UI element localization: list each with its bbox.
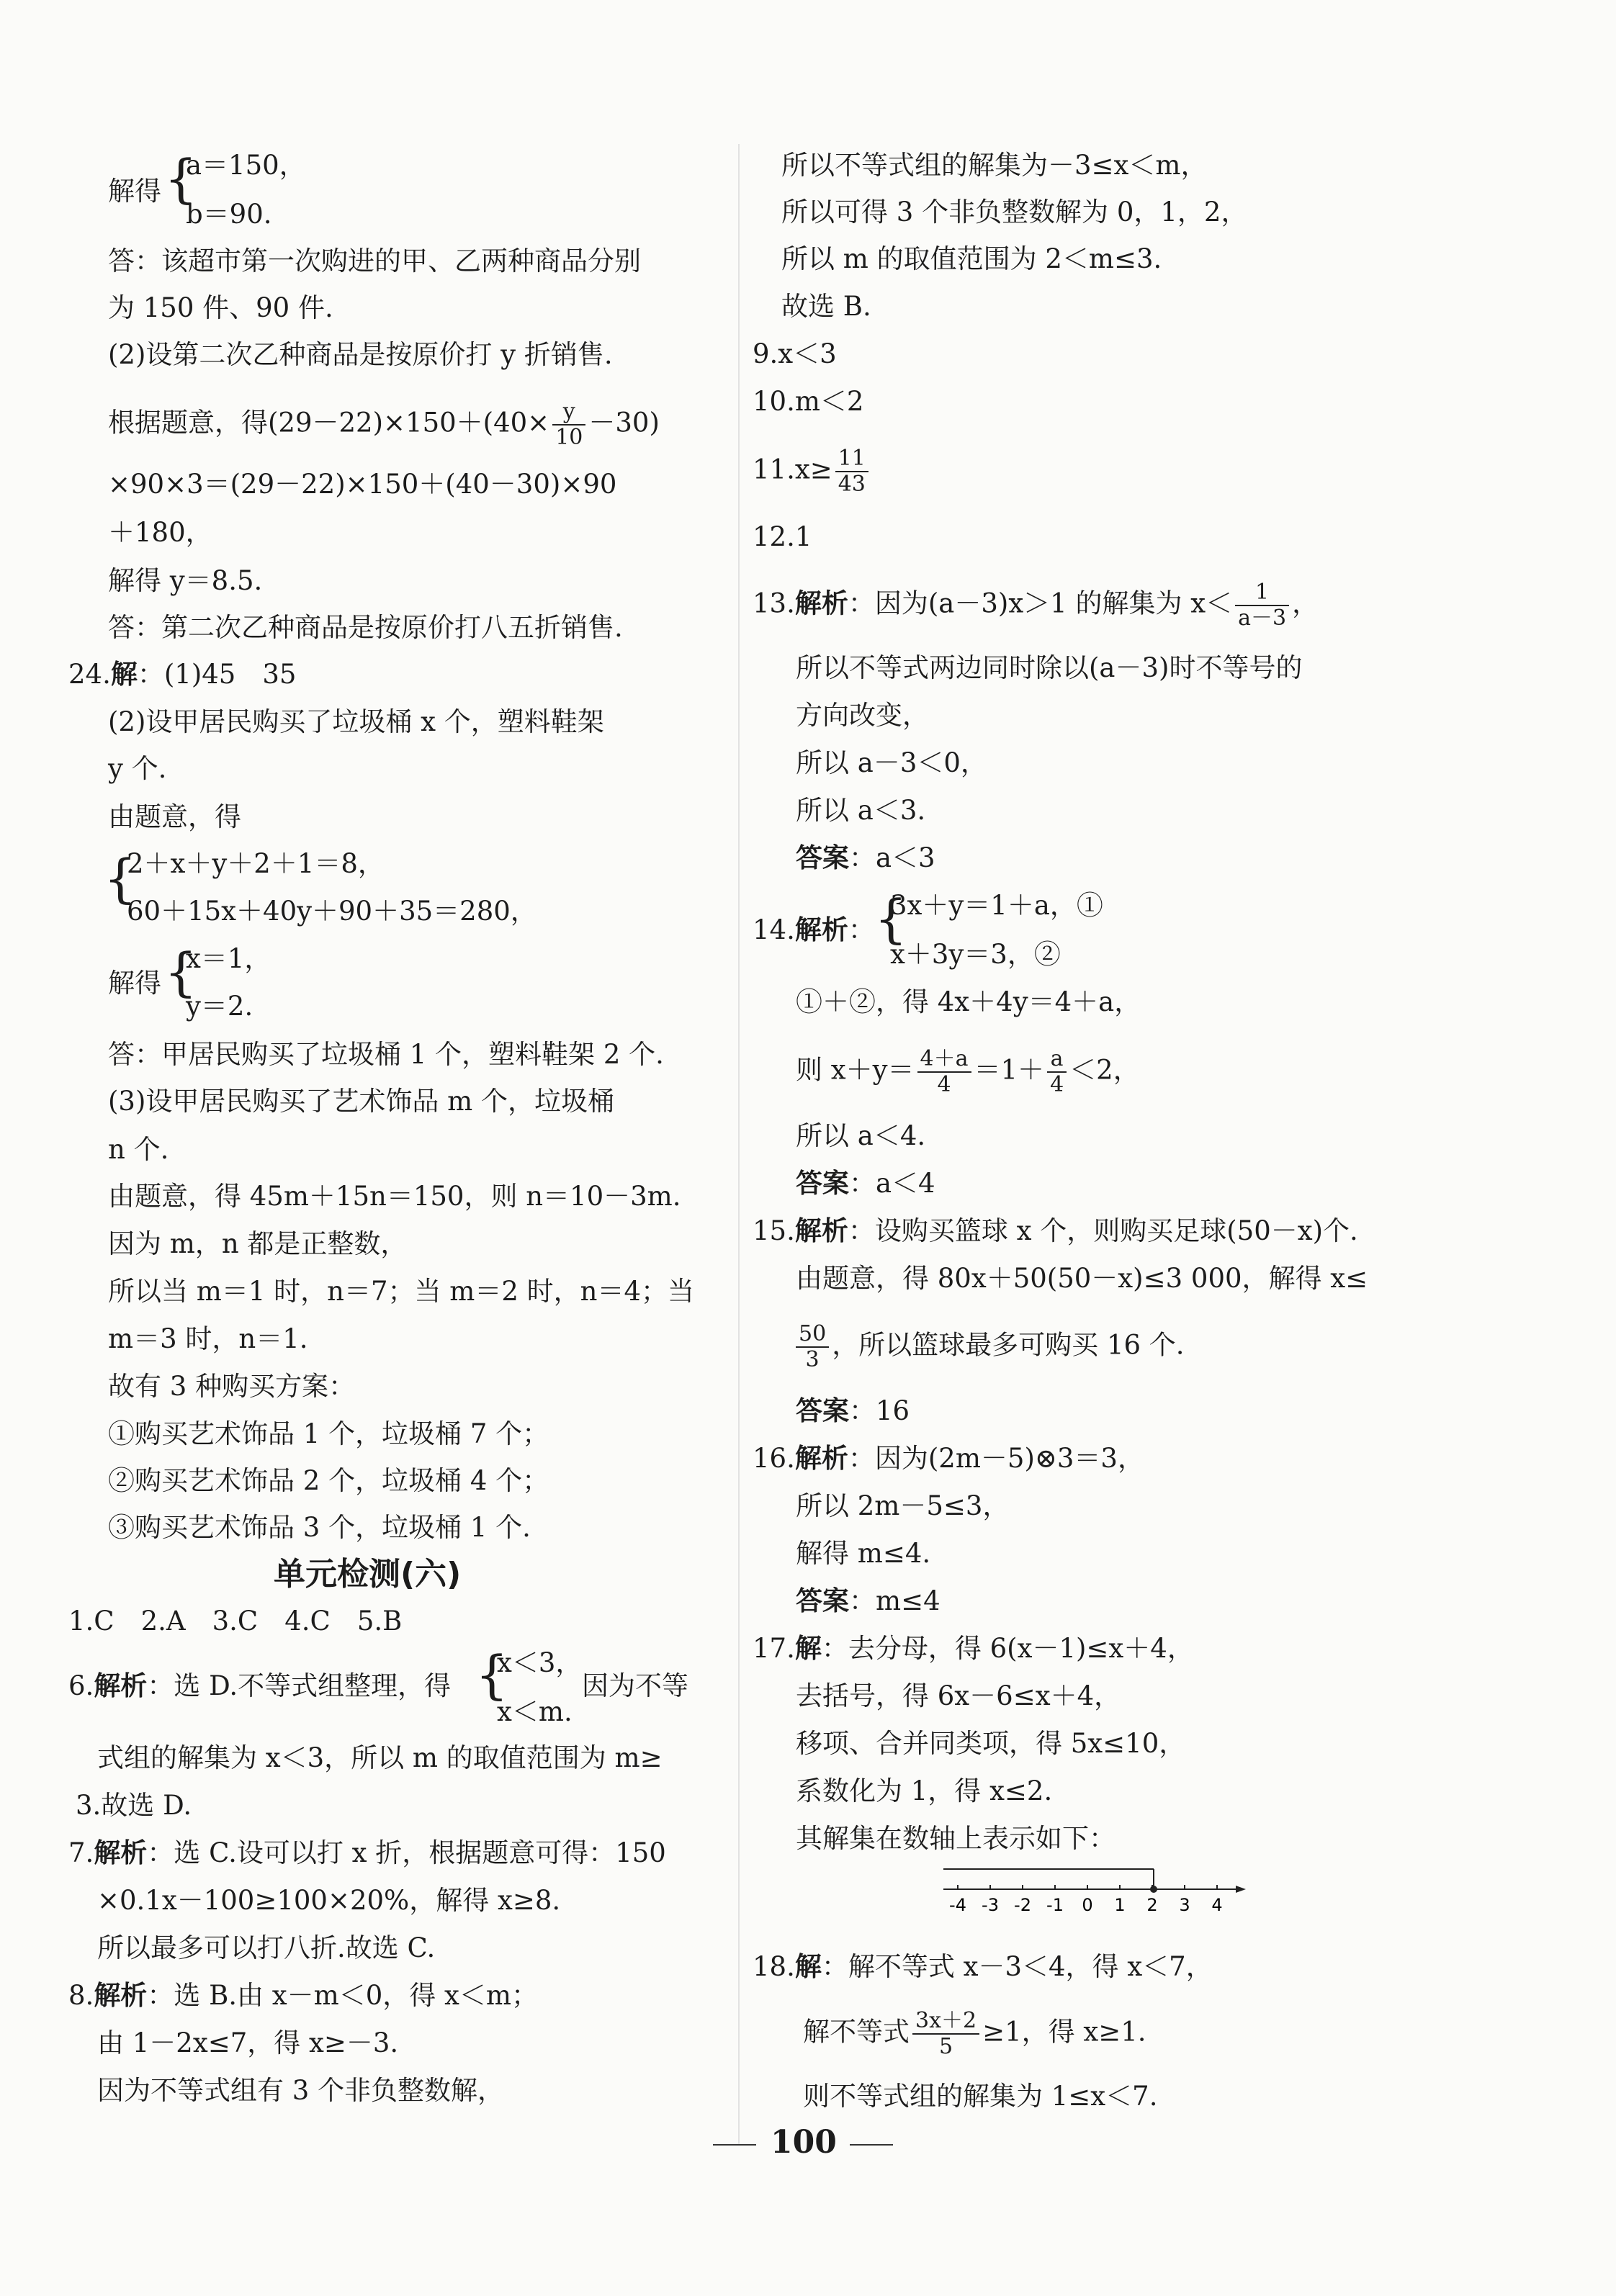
text-line: 所以 2m－5≤3，: [796, 1490, 1010, 1521]
text-line: ×90×3＝(29－22)×150＋(40－30)×90: [108, 469, 617, 500]
answer-keyword: 解: [794, 1951, 822, 1982]
text-segment: ：解不等式 x－3＜4，得 x＜7，: [821, 1951, 1213, 1982]
page-number-dash: [850, 2144, 893, 2146]
list-item: ②购买艺术饰品 2 个，垃圾桶 4 个；: [108, 1465, 549, 1496]
answer-list: 1.C 2.A 3.C 4.C 5.B: [68, 1606, 403, 1637]
section-title: 单元检测(六): [274, 1556, 462, 1593]
text-line: 所以当 m＝1 时，n＝7；当 m＝2 时，n＝4；当: [108, 1276, 695, 1307]
text-line: 由题意，得 45m＋15n＝150，则 n＝10－3m.: [108, 1181, 681, 1212]
text-line: 答：该超市第一次购进的甲、乙两种商品分别: [108, 246, 641, 276]
text-segment: ：去分母，得 6(x－1)≤x＋4，: [821, 1633, 1194, 1664]
text-segment: －30): [588, 407, 660, 438]
text-line: 因为不等式组有 3 个非负整数解，: [97, 2075, 505, 2106]
text-line: 所以不等式组的解集为－3≤x＜m，: [781, 150, 1208, 181]
text-line: 方向改变，: [796, 700, 929, 731]
text-line: 所以 a＜4.: [796, 1120, 926, 1151]
text-line: 解得 y＝8.5.: [108, 565, 263, 596]
equation-line: a＝150，: [186, 150, 306, 181]
answer-line: [796, 1580, 941, 1623]
text-line: 3.故选 D.: [76, 1790, 192, 1821]
page-number-dash: [713, 2144, 756, 2146]
answer-keyword: 答案: [796, 1168, 849, 1199]
answer-keyword: 解析: [94, 1670, 148, 1701]
text-line: (3)设甲居民购买了艺术饰品 m 个，垃圾桶: [108, 1086, 615, 1117]
fraction-denominator: 4: [1050, 1072, 1064, 1097]
text-line: 所以 a－3＜0，: [796, 747, 987, 778]
text-segment: ：设购买篮球 x 个，则购买足球(50－x)个.: [848, 1215, 1358, 1246]
text-segment: 因为不等: [582, 1670, 688, 1701]
text-line: 答：甲居民购买了垃圾桶 1 个，塑料鞋架 2 个.: [108, 1039, 664, 1070]
text-line: 所以 a＜3.: [796, 795, 926, 826]
text-segment: ：a＜3: [849, 842, 935, 873]
answer-line: 9.x＜3: [753, 338, 837, 369]
text-line: 则不等式组的解集为 1≤x＜7.: [803, 2081, 1158, 2112]
question-number: 13.: [753, 587, 795, 619]
text-line: 为 150 件、90 件.: [108, 292, 333, 323]
fraction: [1047, 1047, 1067, 1097]
question-number: 17.: [753, 1633, 795, 1664]
text-line: (2)设甲居民购买了垃圾桶 x 个，塑料鞋架: [108, 706, 604, 737]
brace: {: [874, 888, 907, 949]
number-line-diagram: [943, 1866, 1246, 1917]
brace: {: [475, 1644, 508, 1705]
equation-line: [796, 1047, 1140, 1097]
text-line: 所以可得 3 个非负整数解为 0，1，2，: [781, 197, 1248, 228]
fraction: [1235, 580, 1289, 631]
fraction: [835, 446, 868, 497]
text-line: (2)设第二次乙种商品是按原价打 y 折销售.: [108, 339, 613, 370]
text-segment: ：: [848, 914, 875, 945]
answer-line: [796, 837, 935, 880]
question-13: [753, 580, 1319, 631]
text-segment: ：因为(a－3)x＞1 的解集为 x＜: [848, 587, 1233, 619]
question-number: 6.: [68, 1670, 94, 1701]
answer-line: [753, 446, 871, 497]
question-15: [753, 1210, 1358, 1253]
text-line: 故选 B.: [781, 291, 871, 322]
text-segment: ，: [1292, 587, 1319, 619]
answer-keyword: 答案: [796, 1585, 849, 1616]
tick-label: 0: [1082, 1895, 1093, 1915]
text-segment: ：a＜4: [849, 1168, 935, 1199]
text-line: 系数化为 1，得 x≤2.: [796, 1775, 1053, 1806]
question-number: 24.: [68, 659, 111, 690]
text-segment: 则 x＋y＝: [796, 1054, 915, 1086]
fraction-denominator: 5: [939, 2034, 953, 2059]
fraction-numerator: 4＋a: [917, 1047, 971, 1073]
fraction: [796, 1322, 829, 1372]
answer-keyword: 解析: [94, 1837, 148, 1868]
text-line: 所以 m 的取值范围为 2＜m≤3.: [781, 243, 1162, 274]
text-segment: ，所以篮球最多可购买 16 个.: [832, 1329, 1185, 1361]
equation-line: x＋3y＝3，②: [890, 939, 1061, 970]
text-segment: ＜2，: [1069, 1054, 1140, 1086]
equation-line: x＜m.: [497, 1696, 573, 1727]
text-line: ①＋②，得 4x＋4y＝4＋a，: [796, 986, 1141, 1017]
fraction-denominator: 4: [937, 1072, 951, 1097]
text-segment: 根据题意，得(29－22)×150＋(40×: [108, 407, 550, 438]
text-segment: ：m≤4: [849, 1585, 941, 1616]
tick-label: -4: [949, 1895, 966, 1915]
text-segment: ：选 B.由 x－m＜0，得 x＜m；: [147, 1980, 538, 2011]
equation-line: x＜3，: [497, 1647, 583, 1678]
equation-line: 3x＋y＝1＋a，①: [890, 890, 1103, 921]
number-line-arrow: [1236, 1886, 1246, 1893]
answer-keyword: 解析: [94, 1980, 148, 2011]
question-16: [753, 1437, 1144, 1480]
text-segment: ：选 C.设可以打 x 折，根据题意可得：150: [147, 1837, 666, 1868]
tick-label: -3: [982, 1895, 999, 1915]
answer-keyword: 解: [110, 659, 138, 690]
text-line: 解得: [108, 176, 161, 207]
text-line: 解得 m≤4.: [796, 1538, 931, 1569]
fraction-numerator: 3x＋2: [912, 2009, 979, 2035]
answer-line: [796, 1390, 910, 1433]
text-segment: ：16: [849, 1395, 910, 1426]
text-line: 由题意，得: [108, 801, 241, 832]
text-segment: ≥1，得 x≥1.: [982, 2016, 1146, 2048]
brace: {: [104, 848, 137, 909]
answer-keyword: 解析: [794, 914, 848, 945]
equation-line: y＝2.: [186, 991, 253, 1022]
fraction-numerator: a: [1047, 1047, 1067, 1073]
text-line: 式组的解集为 x＜3，所以 m 的取值范围为 m≥: [97, 1742, 663, 1773]
answer-keyword: 解析: [794, 1443, 848, 1474]
text-segment: ：(1)45 35: [137, 659, 297, 690]
text-segment: ：选 D.不等式组整理，得: [147, 1670, 452, 1701]
text-line: 故有 3 种购买方案：: [108, 1371, 356, 1402]
text-line: ＋180，: [108, 517, 212, 548]
fraction-numerator: y: [552, 400, 585, 426]
question-14: [753, 909, 875, 952]
answer-keyword: 解析: [794, 587, 848, 619]
answer-line: 10.m＜2: [753, 386, 864, 417]
answer-keyword: 解析: [794, 1215, 848, 1246]
text-line: 去括号，得 6x－6≤x＋4，: [796, 1680, 1121, 1711]
question-18: [753, 1945, 1213, 1989]
brace: {: [164, 148, 197, 209]
text-line: 解得: [108, 968, 161, 999]
text-line: [796, 1322, 1185, 1372]
page-number: 100: [771, 2124, 837, 2161]
question-number: 16.: [753, 1443, 795, 1474]
fraction-denominator: 10: [555, 425, 583, 450]
question-number: 18.: [753, 1951, 795, 1982]
tick-label: -1: [1046, 1895, 1064, 1915]
answer-keyword: 答案: [796, 842, 849, 873]
text-line: 答：第二次乙种商品是按原价打八五折销售.: [108, 612, 623, 643]
text-segment: ＝1＋: [974, 1054, 1045, 1086]
equation-line: 2＋x＋y＋2＋1＝8，: [127, 848, 385, 879]
equation-line: x＝1，: [186, 943, 271, 974]
solid-endpoint: [1150, 1886, 1157, 1893]
fraction-numerator: 1: [1235, 580, 1289, 606]
fraction: [917, 1047, 971, 1097]
text-line: y 个.: [108, 753, 167, 784]
text-line: 移项、合并同类项，得 5x≤10，: [796, 1728, 1186, 1759]
answer-line: [796, 1162, 935, 1205]
text-segment: 11.x≥: [753, 454, 832, 485]
question-17: [753, 1627, 1194, 1670]
text-line: 其解集在数轴上表示如下：: [796, 1823, 1116, 1854]
answer-keyword: 解: [794, 1633, 822, 1664]
text-line: m＝3 时，n＝1.: [108, 1323, 308, 1354]
question-number: 15.: [753, 1215, 795, 1246]
fraction-denominator: 3: [805, 1347, 820, 1372]
tick-label: 1: [1114, 1895, 1126, 1915]
tick-label: 3: [1179, 1895, 1190, 1915]
text-line: 所以不等式两边同时除以(a－3)时不等号的: [796, 652, 1303, 683]
fraction-numerator: 50: [796, 1322, 829, 1348]
list-item: ③购买艺术饰品 3 个，垃圾桶 1 个.: [108, 1512, 531, 1543]
equation-line: 60＋15x＋40y＋90＋35＝280，: [127, 896, 537, 927]
text-segment: ：因为(2m－5)⊗3＝3，: [848, 1443, 1144, 1474]
equation-line: [803, 2009, 1146, 2059]
fraction-numerator: 11: [835, 446, 868, 472]
tick-label: 4: [1211, 1895, 1223, 1915]
brace: {: [164, 942, 197, 1002]
tick-label: 2: [1146, 1895, 1158, 1915]
fraction: [912, 2009, 979, 2059]
fraction-denominator: a－3: [1238, 605, 1287, 631]
text-line: 由题意，得 80x＋50(50－x)≤3 000，解得 x≤: [796, 1263, 1368, 1294]
answer-keyword: 答案: [796, 1395, 849, 1426]
question-number: 7.: [68, 1837, 94, 1868]
question-number: 8.: [68, 1980, 94, 2011]
answer-line: 12.1: [753, 521, 812, 552]
text-line: 因为 m，n 都是正整数，: [108, 1228, 408, 1259]
tick-label: -2: [1014, 1895, 1031, 1915]
list-item: ①购买艺术饰品 1 个，垃圾桶 7 个；: [108, 1418, 549, 1449]
question-number: 14.: [753, 914, 795, 945]
fraction-denominator: 43: [838, 472, 866, 497]
equation-line: b＝90.: [186, 199, 272, 230]
text-line: ×0.1x－100≥100×20%，解得 x≥8.: [97, 1885, 561, 1916]
text-line: 所以最多可以打八折.故选 C.: [97, 1932, 436, 1963]
text-segment: 解不等式: [803, 2016, 910, 2048]
text-line: n 个.: [108, 1134, 169, 1165]
text-line: 由 1－2x≤7，得 x≥－3.: [97, 2027, 399, 2058]
